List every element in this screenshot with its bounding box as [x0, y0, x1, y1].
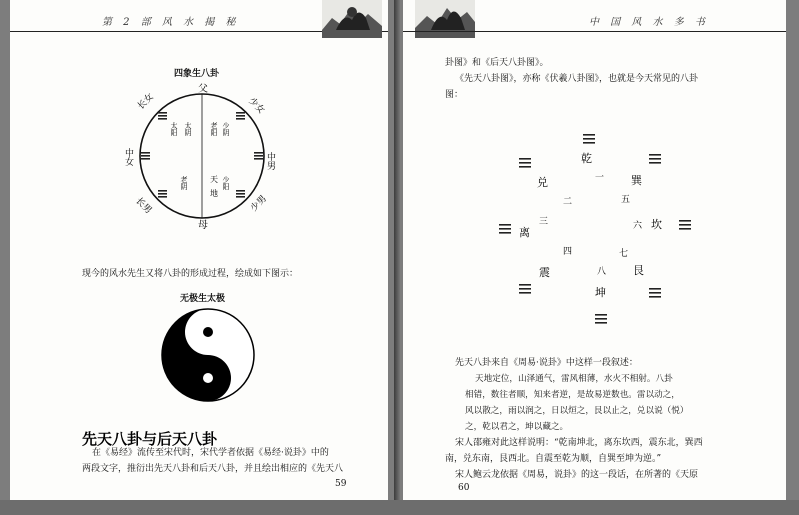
quote-line-3: 风以散之，雨以润之，日以烜之，艮以止之，兑以说（悦） — [465, 406, 689, 416]
ring-label-lower-right: 少男 — [249, 193, 269, 214]
bagua-label-xun: 巽 — [631, 174, 642, 187]
viewer-bottom-edge — [0, 500, 799, 515]
bagua-label-gen: 艮 — [633, 264, 644, 277]
taiji-yin-yang-symbol — [160, 307, 256, 403]
bagua-number-1: 一 — [595, 173, 605, 183]
quote-intro: 先天八卦来自《周易·说卦》中这样一段叙述： — [455, 358, 638, 368]
landscape-vignette-image — [322, 0, 382, 38]
bagua-number-4: 四 — [563, 247, 573, 257]
bagua-number-2: 二 — [563, 197, 573, 207]
inner-label-2: 少阴 — [222, 122, 230, 136]
paragraph-line-2: 两段文字，推衍出先天八卦和后天八卦，并且绘出相应的《先天八 — [82, 464, 344, 474]
inner-label-5: 太阳 — [170, 122, 178, 136]
running-header — [403, 0, 786, 30]
bagua-label-li: 离 — [519, 226, 530, 239]
paragraph-line-6: 宋人鲍云龙依据《周易，说卦》的这一段话，在所著的《天原 — [455, 470, 699, 480]
paragraph-line-1: 卦图》和《后天八卦图》。 — [445, 58, 549, 68]
paragraph-line-3: 图： — [445, 90, 464, 100]
fuxi-bagua-diagram — [499, 124, 709, 330]
bagua-number-7: 七 — [619, 249, 629, 259]
diagram-title: 四象生八卦 — [174, 69, 220, 79]
page-number: 59 — [335, 479, 347, 489]
left-book-page — [10, 0, 388, 500]
right-book-page — [403, 0, 786, 500]
four-images-eight-trigrams-diagram — [114, 82, 290, 230]
running-head-text: 中 国 风 水 多 书 — [589, 17, 709, 28]
inner-label-8: 地 — [210, 189, 218, 198]
ring-label-bottom: 母 — [198, 220, 208, 230]
taiji-title: 无极生太极 — [180, 294, 226, 304]
bagua-label-kun: 坤 — [595, 286, 606, 299]
ring-label-top: 父 — [198, 84, 208, 95]
quote-line-2: 相错，数往者顺，知来者逆，是故易逆数也。雷以动之， — [465, 390, 680, 400]
ring-label-lower-left: 长男 — [133, 196, 154, 217]
bagua-number-5: 五 — [621, 195, 631, 205]
header-rule — [403, 31, 786, 32]
inner-label-6: 太阴 — [184, 122, 192, 136]
inner-label-3: 少阳 — [222, 176, 230, 190]
ring-label-left: 中女 — [123, 148, 133, 166]
inner-label-1: 老阳 — [210, 122, 218, 136]
bagua-number-6: 六 — [633, 221, 643, 231]
inner-label-4: 老阴 — [180, 176, 188, 190]
page-number: 60 — [458, 483, 470, 493]
ring-label-upper-left: 长女 — [136, 91, 157, 112]
ring-label-upper-right: 少女 — [246, 96, 267, 117]
inner-label-7: 天 — [210, 175, 218, 184]
quote-line-4: 之，乾以君之，坤以藏之。 — [465, 422, 569, 432]
paragraph-line-1: 在《易经》流传至宋代时，宋代学者依据《易经·说卦》中的 — [92, 448, 329, 458]
paragraph-line-2: 《先天八卦图》，亦称《伏羲八卦图》，也就是今天常见的八卦 — [455, 74, 699, 84]
paragraph-line-5: 南，兑东南，艮西北。自震至乾为顺，自巽至坤为逆。” — [445, 454, 662, 464]
bagua-label-qian: 乾 — [581, 152, 592, 165]
bagua-number-3: 三 — [539, 217, 549, 227]
paragraph-line-4: 宋人邵雍对此这样说明：“乾南坤北，离东坎西，震东北，巽西 — [455, 438, 703, 448]
bagua-label-zhen: 震 — [539, 266, 550, 279]
intro-paragraph: 现今的风水先生又将八卦的形成过程，绘成如下图示： — [82, 269, 299, 279]
section-title: 先天八卦与后天八卦 — [82, 430, 218, 448]
book-gutter — [394, 0, 400, 500]
quote-line-1: 天地定位，山泽通气，雷风相薄，水火不相射。八卦 — [475, 374, 673, 384]
ring-label-right: 中男 — [265, 152, 275, 170]
bagua-label-kan: 坎 — [651, 218, 662, 231]
bagua-label-dui: 兑 — [537, 176, 548, 189]
running-head-text: 第 2 部 风 水 揭 秘 — [102, 17, 240, 28]
bagua-number-8: 八 — [597, 267, 607, 277]
